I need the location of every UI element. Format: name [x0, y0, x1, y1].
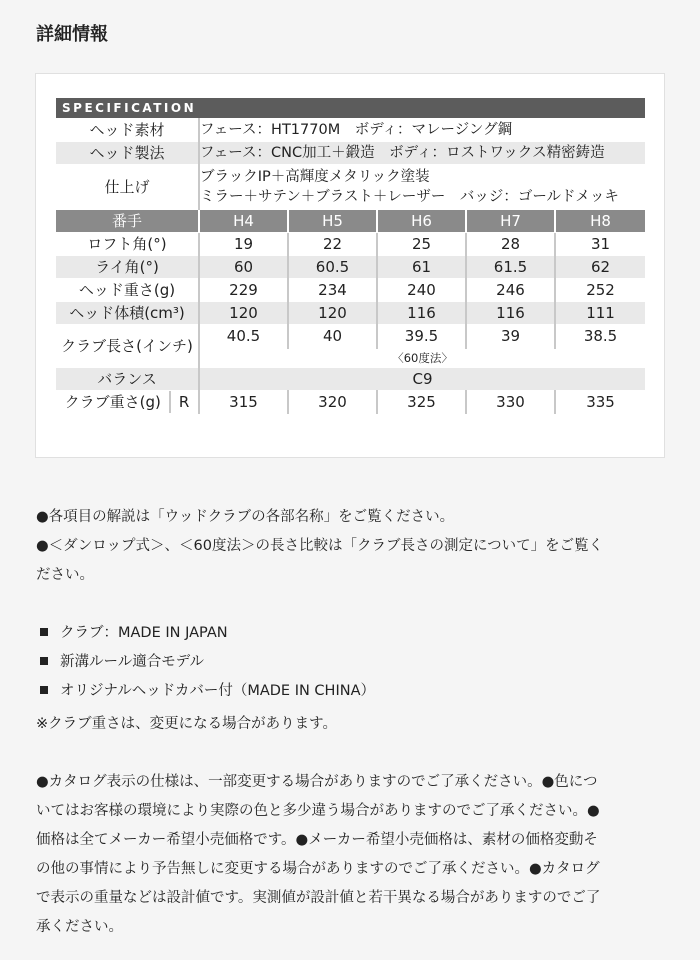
spec-header-row — [56, 98, 645, 119]
balance-value: C9 — [199, 368, 645, 391]
head-volume-cell: 116 — [466, 302, 555, 325]
row-loft — [56, 233, 645, 256]
row-head-weight — [56, 279, 645, 302]
number-label: 番手 — [56, 210, 199, 233]
club-weight-cell: 320 — [288, 391, 377, 414]
row-head-volume — [56, 302, 645, 325]
bullet-item: クラブ：MADE IN JAPAN — [36, 619, 666, 648]
square-bullet-icon — [40, 657, 48, 665]
head-volume-cell: 120 — [199, 302, 288, 325]
loft-cell: 31 — [555, 233, 645, 256]
loft-cell: 19 — [199, 233, 288, 256]
disclaimer-line: 承ください。 — [36, 919, 123, 935]
club-length-cell: 40.5 — [199, 325, 288, 349]
number-cell: H8 — [555, 210, 645, 233]
row-lie — [56, 256, 645, 279]
club-length-note: 〈60度法〉 — [392, 351, 453, 365]
club-weight-cell: 325 — [377, 391, 466, 414]
specification-card — [35, 73, 665, 458]
bullet-item: 新溝ルール適合モデル — [36, 648, 666, 677]
loft-label: ロフト角(°) — [56, 233, 199, 256]
head-weight-cell: 234 — [288, 279, 377, 302]
disclaimer-line: で表示の重量などは設計値です。実測値が設計値と若干異なる場合がありますのでご了 — [36, 890, 601, 906]
bullet-item: オリジナルヘッドカバー付（MADE IN CHINA） — [36, 677, 666, 706]
disclaimer-line: いてはお客様の環境により実際の色と多少違う場合がありますのでご了承ください。● — [36, 803, 600, 819]
specification-table — [56, 98, 645, 414]
head-material-label: ヘッド素材 — [56, 119, 199, 142]
head-material-value: フェース：HT1770M ボディ：マレージング鋼 — [199, 119, 645, 142]
lie-cell: 60 — [199, 256, 288, 279]
row-finish — [56, 165, 645, 210]
club-weight-cell: 335 — [555, 391, 645, 414]
notes-section — [36, 503, 666, 942]
head-volume-cell: 120 — [288, 302, 377, 325]
lie-cell: 62 — [555, 256, 645, 279]
finish-value — [199, 165, 645, 210]
number-cell: H6 — [377, 210, 466, 233]
head-weight-label: ヘッド重さ(g) — [56, 279, 199, 302]
club-length-label: クラブ長さ(インチ) — [56, 325, 199, 368]
balance-label: バランス — [56, 368, 199, 391]
club-weight-cell: 315 — [199, 391, 288, 414]
head-volume-label: ヘッド体積(cm³) — [56, 302, 199, 325]
head-method-label: ヘッド製法 — [56, 142, 199, 165]
club-weight-flex: R — [169, 391, 189, 413]
club-weight-label-cell — [56, 391, 199, 414]
finish-value-line2: ミラー＋サテン＋ブラスト＋レーザー バッジ：ゴールドメッキ — [200, 189, 619, 205]
row-club-length — [56, 325, 645, 349]
club-weight-cell: 330 — [466, 391, 555, 414]
number-cell: H7 — [466, 210, 555, 233]
head-weight-cell: 240 — [377, 279, 466, 302]
row-head-method — [56, 142, 645, 165]
row-balance — [56, 368, 645, 391]
row-head-material — [56, 119, 645, 142]
head-volume-cell: 116 — [377, 302, 466, 325]
loft-cell: 25 — [377, 233, 466, 256]
club-length-cell: 38.5 — [555, 325, 645, 349]
head-weight-cell: 252 — [555, 279, 645, 302]
club-length-cell: 39 — [466, 325, 555, 349]
disclaimer-line: ●カタログ表示の仕様は、一部変更する場合がありますのでご了承ください。●色につ — [36, 774, 598, 790]
lie-cell: 61.5 — [466, 256, 555, 279]
number-cell: H4 — [199, 210, 288, 233]
head-weight-cell: 246 — [466, 279, 555, 302]
club-length-cell: 39.5 — [377, 325, 466, 349]
lie-cell: 61 — [377, 256, 466, 279]
lie-cell: 60.5 — [288, 256, 377, 279]
disclaimer-line: 価格は全てメーカー希望小売価格です。●メーカー希望小売価格は、素材の価格変動そ — [36, 832, 598, 848]
lie-label: ライ角(°) — [56, 256, 199, 279]
note-line: ●各項目の解説は「ウッドクラブの各部名称」をご覧ください。 — [36, 509, 455, 525]
head-volume-cell: 111 — [555, 302, 645, 325]
row-number — [56, 210, 645, 233]
number-cell: H5 — [288, 210, 377, 233]
club-weight-label: クラブ重さ(g) — [64, 393, 161, 411]
head-method-value: フェース：CNC加工＋鍛造 ボディ：ロストワックス精密鋳造 — [199, 142, 645, 165]
finish-label: 仕上げ — [56, 165, 199, 210]
square-bullet-icon — [40, 686, 48, 694]
head-weight-cell: 229 — [199, 279, 288, 302]
loft-cell: 28 — [466, 233, 555, 256]
note-line: ださい。 — [36, 567, 94, 583]
caution-note: ※クラブ重さは、変更になる場合があります。 — [36, 716, 337, 732]
page-title: 詳細情報 — [36, 24, 108, 45]
square-bullet-icon — [40, 628, 48, 636]
disclaimer-line: の他の事情により予告無しに変更する場合がありますのでご了承ください。●カタログ — [36, 861, 600, 877]
finish-value-line1: ブラックIP＋高輝度メタリック塗装 — [200, 169, 430, 185]
club-length-cell: 40 — [288, 325, 377, 349]
loft-cell: 22 — [288, 233, 377, 256]
row-club-weight — [56, 391, 645, 414]
note-line: ●＜ダンロップ式＞、＜60度法＞の長さ比較は「クラブ長さの測定について」をご覧く — [36, 538, 604, 554]
spec-header: SPECIFICATION — [56, 98, 645, 119]
